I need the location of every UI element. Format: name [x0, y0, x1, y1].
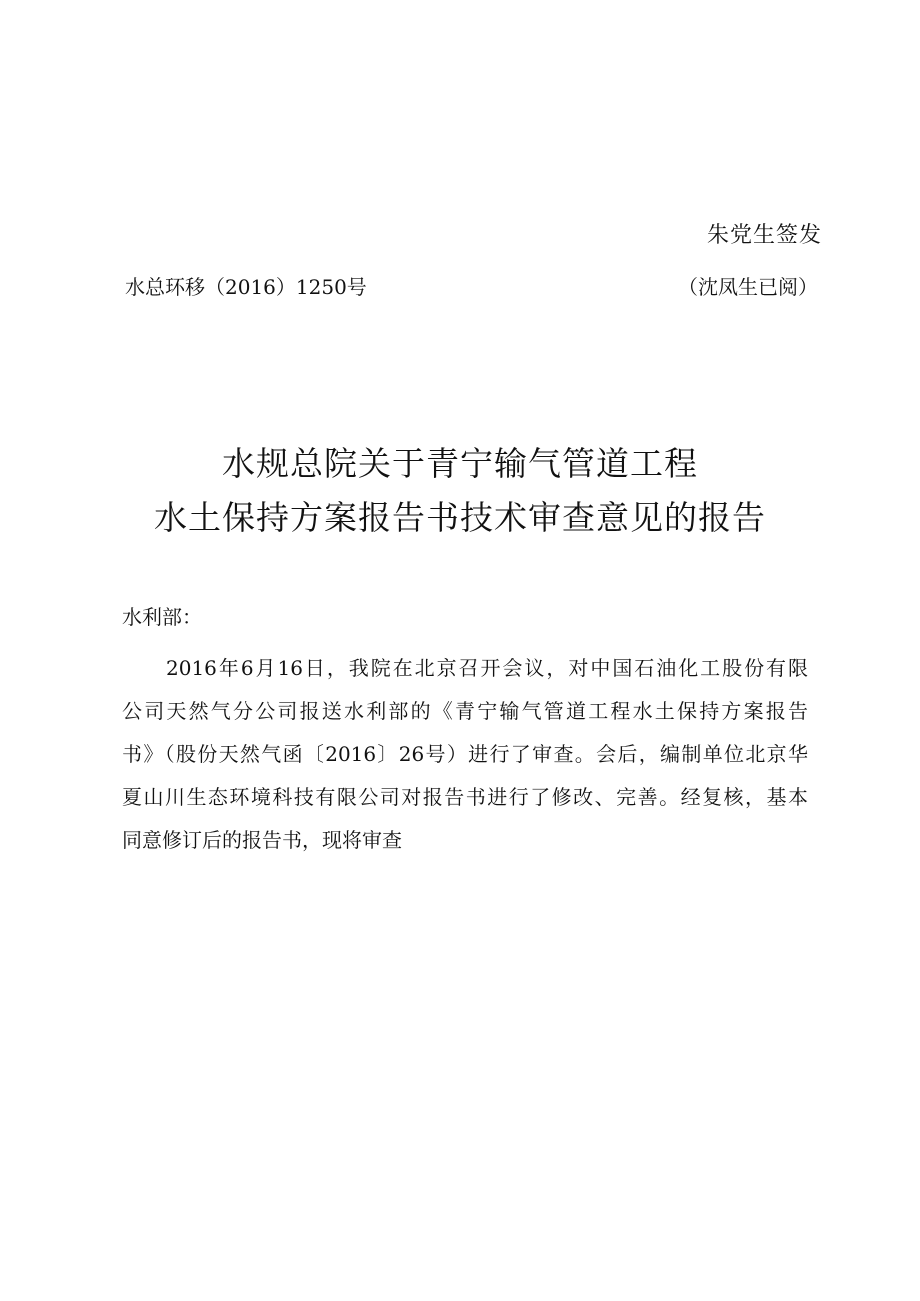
body-line: 书》（股份天然气函〔2016〕26号）进行了审查。会后，编制单位北京华 — [122, 742, 808, 766]
document-title-line-2: 水土保持方案报告书技术审查意见的报告 — [154, 498, 766, 537]
document-number: 水总环移（2016）1250号 — [125, 275, 367, 299]
signer-note: 朱党生签发 — [706, 223, 822, 248]
document-title-line-1: 水规总院关于青宁输气管道工程 — [222, 444, 698, 483]
body-line: 公司天然气分公司报送水利部的《青宁输气管道工程水土保持方案报告 — [122, 699, 808, 723]
body-line: 同意修订后的报告书，现将审查 — [122, 828, 402, 852]
body-line: 夏山川生态环境科技有限公司对报告书进行了修改、完善。经复核，基本 — [122, 785, 808, 809]
body-paragraph — [122, 647, 808, 862]
body-line: 2016年6月16日，我院在北京召开会议，对中国石油化工股份有限 — [166, 656, 808, 680]
salutation: 水利部： — [122, 605, 202, 629]
reviewer-note: （沈凤生已阅） — [678, 275, 818, 299]
